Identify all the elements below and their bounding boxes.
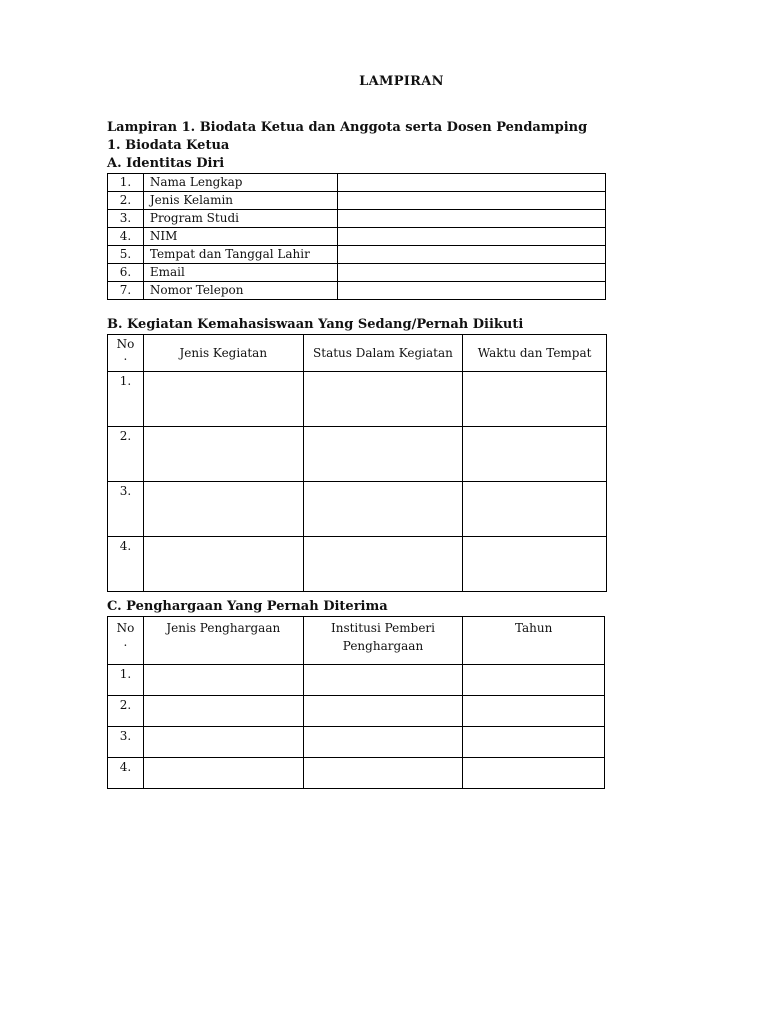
section-b-heading: B. Kegiatan Kemahasiswaan Yang Sedang/Pernah Diikuti [107, 317, 524, 332]
row-number: 2. [108, 696, 144, 727]
row-number: 3. [108, 727, 144, 758]
table-row [108, 427, 607, 482]
table-row [108, 758, 605, 789]
table-row [108, 282, 606, 300]
page-title: LAMPIRAN [359, 74, 444, 89]
cell [303, 696, 463, 727]
header-no-text: No [116, 337, 135, 351]
table-row [108, 665, 605, 696]
row-value [338, 192, 606, 210]
header-jenis-kegiatan: Jenis Kegiatan [143, 335, 303, 372]
cell [303, 482, 463, 537]
row-number: 1. [108, 665, 144, 696]
table-row [108, 482, 607, 537]
row-value [338, 282, 606, 300]
table-header-row [108, 617, 605, 665]
row-value [338, 210, 606, 228]
table-row [108, 727, 605, 758]
row-value [338, 228, 606, 246]
table-row [108, 174, 606, 192]
row-number: 4. [108, 758, 144, 789]
table-row [108, 537, 607, 592]
section-a-heading: A. Identitas Diri [107, 156, 225, 171]
row-label: Program Studi [143, 210, 337, 228]
cell [303, 372, 463, 427]
table-row [108, 372, 607, 427]
header-institusi-pemberi: Institusi Pemberi Penghargaan [303, 617, 463, 665]
table-row [108, 264, 606, 282]
table-row [108, 210, 606, 228]
cell [143, 482, 303, 537]
cell [143, 727, 303, 758]
row-label: Nomor Telepon [143, 282, 337, 300]
row-number: 7. [108, 282, 144, 300]
kegiatan-table [107, 334, 607, 592]
row-number: 5. [108, 246, 144, 264]
cell [303, 537, 463, 592]
header-tahun: Tahun [463, 617, 605, 665]
header-waktu-dan-tempat: Waktu dan Tempat [463, 335, 607, 372]
cell [463, 427, 607, 482]
cell [303, 758, 463, 789]
section-c-heading: C. Penghargaan Yang Pernah Diterima [107, 599, 388, 614]
row-number: 3. [108, 210, 144, 228]
identitas-diri-table [107, 173, 606, 300]
table-row [108, 192, 606, 210]
row-label: Tempat dan Tanggal Lahir [143, 246, 337, 264]
cell [463, 665, 605, 696]
cell [143, 372, 303, 427]
cell [463, 537, 607, 592]
cell [463, 482, 607, 537]
row-value [338, 264, 606, 282]
header-jenis-penghargaan: Jenis Penghargaan [143, 617, 303, 665]
table-row [108, 696, 605, 727]
cell [143, 758, 303, 789]
row-number: 2. [108, 427, 144, 482]
row-value [338, 174, 606, 192]
cell [463, 727, 605, 758]
cell [143, 537, 303, 592]
row-label: Nama Lengkap [143, 174, 337, 192]
cell [143, 427, 303, 482]
penghargaan-table [107, 616, 605, 789]
cell [463, 758, 605, 789]
row-number: 3. [108, 482, 144, 537]
cell [463, 696, 605, 727]
row-number: 1. [108, 372, 144, 427]
biodata-heading: 1. Biodata Ketua [107, 138, 230, 153]
row-label: Email [143, 264, 337, 282]
header-no [108, 335, 144, 372]
row-number: 1. [108, 174, 144, 192]
row-number: 6. [108, 264, 144, 282]
row-label: Jenis Kelamin [143, 192, 337, 210]
table-row [108, 228, 606, 246]
header-no-text: No [116, 621, 135, 635]
row-label: NIM [143, 228, 337, 246]
header-status-dalam-kegiatan: Status Dalam Kegiatan [303, 335, 463, 372]
cell [303, 427, 463, 482]
cell [303, 727, 463, 758]
cell [463, 372, 607, 427]
table-row [108, 246, 606, 264]
cell [303, 665, 463, 696]
cell [143, 665, 303, 696]
row-value [338, 246, 606, 264]
row-number: 2. [108, 192, 144, 210]
row-number: 4. [108, 228, 144, 246]
cell [143, 696, 303, 727]
header-no-dot: . [123, 349, 128, 363]
table-header-row [108, 335, 607, 372]
row-number: 4. [108, 537, 144, 592]
header-no [108, 617, 144, 665]
lampiran-heading: Lampiran 1. Biodata Ketua dan Anggota serta Dosen Pendamping [107, 120, 588, 135]
header-no-dot: . [123, 635, 128, 649]
